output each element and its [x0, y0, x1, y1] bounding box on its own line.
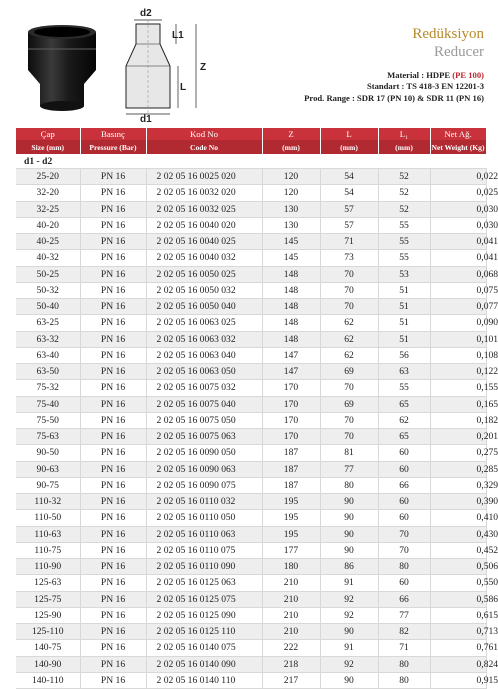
cell-size: 75-32: [16, 380, 80, 396]
cell-z: 170: [262, 412, 320, 428]
cell-z: 145: [262, 250, 320, 266]
cell-z: 180: [262, 559, 320, 575]
cell-l: 57: [320, 201, 378, 217]
cell-code: 2 02 05 16 0140 075: [146, 640, 262, 656]
cell-l: 92: [320, 591, 378, 607]
table-row: [16, 526, 486, 542]
cell-pressure: PN 16: [80, 234, 146, 250]
table-row: [16, 494, 486, 510]
cell-pressure: PN 16: [80, 477, 146, 493]
table-row: [16, 396, 486, 412]
cell-size: 125-75: [16, 591, 80, 607]
column-subheader-z: (mm): [262, 140, 320, 154]
cell-code: 2 02 05 16 0025 020: [146, 169, 262, 185]
cell-weight: 0,182: [430, 412, 486, 428]
label-l: L: [180, 82, 187, 93]
cell-pressure: PN 16: [80, 461, 146, 477]
cell-l1: 60: [378, 461, 430, 477]
cell-size: 32-20: [16, 185, 80, 201]
cell-weight: 0,068: [430, 266, 486, 282]
cell-z: 148: [262, 315, 320, 331]
cell-z: 177: [262, 542, 320, 558]
cell-z: 210: [262, 624, 320, 640]
cell-l: 91: [320, 575, 378, 591]
table-row: [16, 347, 486, 363]
cell-code: 2 02 05 16 0110 032: [146, 494, 262, 510]
cell-weight: 0,586: [430, 591, 486, 607]
cell-l: 69: [320, 364, 378, 380]
table-row: [16, 250, 486, 266]
group-row: [16, 154, 486, 169]
cell-weight: 0,022: [430, 169, 486, 185]
cell-weight: 0,430: [430, 526, 486, 542]
cell-l1: 51: [378, 315, 430, 331]
cell-l1: 80: [378, 672, 430, 688]
cell-weight: 0,075: [430, 282, 486, 298]
cell-size: 110-75: [16, 542, 80, 558]
cell-pressure: PN 16: [80, 672, 146, 688]
cell-l: 80: [320, 477, 378, 493]
table-row: [16, 445, 486, 461]
cell-z: 120: [262, 185, 320, 201]
cell-code: 2 02 05 16 0090 063: [146, 461, 262, 477]
cell-z: 170: [262, 380, 320, 396]
cell-l1: 80: [378, 559, 430, 575]
table-row: [16, 591, 486, 607]
cell-size: 40-25: [16, 234, 80, 250]
cell-z: 217: [262, 672, 320, 688]
cell-l1: 70: [378, 542, 430, 558]
table-row: [16, 640, 486, 656]
cell-size: 40-32: [16, 250, 80, 266]
title-turkish: Redüksiyon: [412, 26, 484, 42]
table-row: [16, 217, 486, 233]
cell-z: 148: [262, 299, 320, 315]
cell-pressure: PN 16: [80, 282, 146, 298]
cell-pressure: PN 16: [80, 510, 146, 526]
column-subheader-pressure: Pressure (Bar): [80, 140, 146, 154]
cell-z: 130: [262, 201, 320, 217]
cell-weight: 0,090: [430, 315, 486, 331]
cell-l1: 51: [378, 331, 430, 347]
cell-l1: 70: [378, 526, 430, 542]
cell-code: 2 02 05 16 0110 063: [146, 526, 262, 542]
cell-weight: 0,041: [430, 250, 486, 266]
cell-pressure: PN 16: [80, 266, 146, 282]
column-header-weight: Net Ağ.: [430, 128, 486, 140]
table-row: [16, 510, 486, 526]
cell-l1: 60: [378, 494, 430, 510]
material-line: [304, 70, 484, 81]
cell-l: 90: [320, 510, 378, 526]
cell-l1: 51: [378, 299, 430, 315]
cell-code: 2 02 05 16 0075 050: [146, 412, 262, 428]
table-row: [16, 559, 486, 575]
range-line: Prod. Range : SDR 17 (PN 10) & SDR 11 (PN 16): [304, 92, 484, 103]
cell-weight: 0,025: [430, 185, 486, 201]
cell-z: 147: [262, 347, 320, 363]
cell-l: 54: [320, 169, 378, 185]
cell-z: 195: [262, 510, 320, 526]
title-english: Reducer: [434, 44, 484, 60]
cell-code: 2 02 05 16 0040 020: [146, 217, 262, 233]
cell-l1: 60: [378, 510, 430, 526]
cell-l1: 66: [378, 591, 430, 607]
cell-l: 90: [320, 526, 378, 542]
cell-size: 110-90: [16, 559, 80, 575]
cell-code: 2 02 05 16 0110 050: [146, 510, 262, 526]
column-header-l: L: [320, 128, 378, 140]
label-z: Z: [200, 62, 207, 73]
cell-size: 125-63: [16, 575, 80, 591]
cell-code: 2 02 05 16 0140 090: [146, 656, 262, 672]
cell-l: 91: [320, 640, 378, 656]
header-row: [16, 128, 486, 140]
cell-size: 90-63: [16, 461, 80, 477]
cell-weight: 0,615: [430, 607, 486, 623]
cell-weight: 0,506: [430, 559, 486, 575]
cell-size: 75-40: [16, 396, 80, 412]
cell-size: 75-63: [16, 429, 80, 445]
cell-z: 130: [262, 217, 320, 233]
cell-l1: 77: [378, 607, 430, 623]
cell-z: 187: [262, 445, 320, 461]
column-subheader-l1: (mm): [378, 140, 430, 154]
cell-code: 2 02 05 16 0125 075: [146, 591, 262, 607]
cell-l: 70: [320, 282, 378, 298]
reducer-technical-drawing: [114, 4, 224, 124]
cell-pressure: PN 16: [80, 315, 146, 331]
cell-l: 62: [320, 331, 378, 347]
label-l1: L1: [172, 30, 184, 41]
cell-code: 2 02 05 16 0032 025: [146, 201, 262, 217]
cell-l1: 52: [378, 185, 430, 201]
cell-code: 2 02 05 16 0140 110: [146, 672, 262, 688]
cell-l: 92: [320, 656, 378, 672]
cell-size: 140-90: [16, 656, 80, 672]
cell-z: 147: [262, 364, 320, 380]
group-label: d1 - d2: [16, 154, 486, 169]
cell-size: 32-25: [16, 201, 80, 217]
table-row: [16, 169, 486, 185]
table-row: [16, 331, 486, 347]
cell-code: 2 02 05 16 0032 020: [146, 185, 262, 201]
cell-pressure: PN 16: [80, 201, 146, 217]
table-row: [16, 477, 486, 493]
cell-pressure: PN 16: [80, 331, 146, 347]
cell-pressure: PN 16: [80, 250, 146, 266]
table-row: [16, 542, 486, 558]
cell-size: 50-40: [16, 299, 80, 315]
table-row: [16, 266, 486, 282]
cell-z: 210: [262, 607, 320, 623]
cell-l1: 53: [378, 266, 430, 282]
cell-z: 187: [262, 477, 320, 493]
cell-l1: 55: [378, 217, 430, 233]
cell-code: 2 02 05 16 0063 025: [146, 315, 262, 331]
table-row: [16, 185, 486, 201]
cell-l: 54: [320, 185, 378, 201]
cell-size: 140-75: [16, 640, 80, 656]
cell-l: 69: [320, 396, 378, 412]
cell-pressure: PN 16: [80, 185, 146, 201]
cell-code: 2 02 05 16 0063 050: [146, 364, 262, 380]
cell-z: 120: [262, 169, 320, 185]
cell-code: 2 02 05 16 0050 040: [146, 299, 262, 315]
cell-l1: 63: [378, 364, 430, 380]
table-row: [16, 234, 486, 250]
column-header-l1: L₁: [378, 128, 430, 140]
subheader-row: [16, 140, 486, 154]
cell-pressure: PN 16: [80, 429, 146, 445]
cell-l: 90: [320, 672, 378, 688]
label-d2: d2: [140, 8, 152, 19]
cell-code: 2 02 05 16 0050 032: [146, 282, 262, 298]
cell-code: 2 02 05 16 0075 063: [146, 429, 262, 445]
cell-size: 63-50: [16, 364, 80, 380]
cell-code: 2 02 05 16 0125 090: [146, 607, 262, 623]
cell-pressure: PN 16: [80, 217, 146, 233]
spec-block: [304, 70, 484, 104]
column-header-code: Kod No: [146, 128, 262, 140]
cell-z: 218: [262, 656, 320, 672]
cell-l1: 65: [378, 396, 430, 412]
standard-line: Standart : TS 418-3 EN 12201-3: [366, 81, 484, 92]
cell-code: 2 02 05 16 0110 090: [146, 559, 262, 575]
cell-weight: 0,329: [430, 477, 486, 493]
cell-l: 71: [320, 234, 378, 250]
cell-size: 25-20: [16, 169, 80, 185]
cell-size: 125-90: [16, 607, 80, 623]
reducer-spec-table: [16, 128, 498, 689]
table-row: [16, 429, 486, 445]
column-subheader-size: Size (mm): [16, 140, 80, 154]
column-subheader-weight: Net Weight (Kg): [430, 140, 486, 154]
cell-z: 187: [262, 461, 320, 477]
cell-weight: 0,550: [430, 575, 486, 591]
cell-pressure: PN 16: [80, 364, 146, 380]
cell-z: 195: [262, 526, 320, 542]
cell-l: 92: [320, 607, 378, 623]
cell-l1: 60: [378, 445, 430, 461]
cell-code: 2 02 05 16 0125 063: [146, 575, 262, 591]
cell-weight: 0,390: [430, 494, 486, 510]
cell-pressure: PN 16: [80, 299, 146, 315]
cell-pressure: PN 16: [80, 559, 146, 575]
cell-weight: 0,030: [430, 201, 486, 217]
cell-l1: 55: [378, 250, 430, 266]
cell-z: 195: [262, 494, 320, 510]
material-grade: (PE 100): [452, 70, 484, 80]
cell-weight: 0,041: [430, 234, 486, 250]
cell-l1: 55: [378, 234, 430, 250]
cell-pressure: PN 16: [80, 412, 146, 428]
cell-pressure: PN 16: [80, 380, 146, 396]
material-label: Material : HDPE: [387, 70, 453, 80]
cell-weight: 0,452: [430, 542, 486, 558]
column-header-z: Z: [262, 128, 320, 140]
column-header-pressure: Basınç: [80, 128, 146, 140]
table-row: [16, 299, 486, 315]
cell-weight: 0,285: [430, 461, 486, 477]
table-row: [16, 672, 486, 688]
cell-size: 63-32: [16, 331, 80, 347]
cell-l: 73: [320, 250, 378, 266]
cell-size: 90-75: [16, 477, 80, 493]
cell-code: 2 02 05 16 0040 025: [146, 234, 262, 250]
cell-size: 110-50: [16, 510, 80, 526]
cell-size: 63-25: [16, 315, 80, 331]
cell-size: 110-63: [16, 526, 80, 542]
cell-l: 77: [320, 461, 378, 477]
cell-code: 2 02 05 16 0110 075: [146, 542, 262, 558]
cell-code: 2 02 05 16 0063 040: [146, 347, 262, 363]
cell-pressure: PN 16: [80, 169, 146, 185]
cell-l: 62: [320, 315, 378, 331]
cell-l1: 65: [378, 429, 430, 445]
cell-code: 2 02 05 16 0075 040: [146, 396, 262, 412]
cell-z: 170: [262, 429, 320, 445]
cell-l1: 56: [378, 347, 430, 363]
column-subheader-code: Code No: [146, 140, 262, 154]
cell-code: 2 02 05 16 0050 025: [146, 266, 262, 282]
cell-weight: 0,108: [430, 347, 486, 363]
cell-weight: 0,761: [430, 640, 486, 656]
table-row: [16, 607, 486, 623]
cell-code: 2 02 05 16 0090 050: [146, 445, 262, 461]
cell-l: 70: [320, 412, 378, 428]
cell-size: 50-32: [16, 282, 80, 298]
cell-l1: 51: [378, 282, 430, 298]
cell-code: 2 02 05 16 0075 032: [146, 380, 262, 396]
cell-weight: 0,201: [430, 429, 486, 445]
cell-weight: 0,915: [430, 672, 486, 688]
cell-l1: 82: [378, 624, 430, 640]
cell-pressure: PN 16: [80, 656, 146, 672]
table-row: [16, 412, 486, 428]
cell-l: 57: [320, 217, 378, 233]
cell-pressure: PN 16: [80, 542, 146, 558]
cell-weight: 0,030: [430, 217, 486, 233]
table-row: [16, 201, 486, 217]
cell-pressure: PN 16: [80, 591, 146, 607]
label-d1: d1: [140, 114, 152, 124]
cell-weight: 0,713: [430, 624, 486, 640]
table-row: [16, 575, 486, 591]
table-row: [16, 364, 486, 380]
table-row: [16, 380, 486, 396]
cell-code: 2 02 05 16 0125 110: [146, 624, 262, 640]
cell-l1: 52: [378, 169, 430, 185]
cell-l: 70: [320, 266, 378, 282]
cell-pressure: PN 16: [80, 494, 146, 510]
cell-size: 50-25: [16, 266, 80, 282]
cell-pressure: PN 16: [80, 445, 146, 461]
cell-l: 62: [320, 347, 378, 363]
cell-l1: 66: [378, 477, 430, 493]
cell-code: 2 02 05 16 0090 075: [146, 477, 262, 493]
cell-weight: 0,165: [430, 396, 486, 412]
cell-z: 222: [262, 640, 320, 656]
cell-size: 63-40: [16, 347, 80, 363]
cell-l: 90: [320, 542, 378, 558]
cell-weight: 0,824: [430, 656, 486, 672]
cell-z: 148: [262, 266, 320, 282]
column-header-size: Çap: [16, 128, 80, 140]
cell-weight: 0,077: [430, 299, 486, 315]
cell-weight: 0,410: [430, 510, 486, 526]
cell-code: 2 02 05 16 0063 032: [146, 331, 262, 347]
cell-size: 40-20: [16, 217, 80, 233]
cell-l1: 60: [378, 575, 430, 591]
cell-z: 210: [262, 575, 320, 591]
cell-pressure: PN 16: [80, 396, 146, 412]
cell-pressure: PN 16: [80, 575, 146, 591]
cell-l1: 71: [378, 640, 430, 656]
cell-pressure: PN 16: [80, 347, 146, 363]
table-row: [16, 282, 486, 298]
cell-size: 75-50: [16, 412, 80, 428]
cell-z: 148: [262, 331, 320, 347]
cell-weight: 0,275: [430, 445, 486, 461]
cell-l1: 55: [378, 380, 430, 396]
cell-l: 86: [320, 559, 378, 575]
cell-weight: 0,122: [430, 364, 486, 380]
cell-size: 125-110: [16, 624, 80, 640]
cell-pressure: PN 16: [80, 607, 146, 623]
cell-l1: 62: [378, 412, 430, 428]
cell-pressure: PN 16: [80, 624, 146, 640]
table-row: [16, 624, 486, 640]
table-row: [16, 656, 486, 672]
cell-size: 140-110: [16, 672, 80, 688]
cell-l: 81: [320, 445, 378, 461]
cell-z: 170: [262, 396, 320, 412]
cell-pressure: PN 16: [80, 640, 146, 656]
cell-weight: 0,155: [430, 380, 486, 396]
cell-l1: 80: [378, 656, 430, 672]
cell-z: 148: [262, 282, 320, 298]
cell-size: 90-50: [16, 445, 80, 461]
cell-z: 145: [262, 234, 320, 250]
column-subheader-l: (mm): [320, 140, 378, 154]
cell-l: 70: [320, 299, 378, 315]
table-row: [16, 315, 486, 331]
cell-size: 110-32: [16, 494, 80, 510]
cell-code: 2 02 05 16 0040 032: [146, 250, 262, 266]
cell-l: 90: [320, 494, 378, 510]
cell-z: 210: [262, 591, 320, 607]
cell-l: 70: [320, 380, 378, 396]
reducer-photo: [20, 22, 104, 114]
cell-pressure: PN 16: [80, 526, 146, 542]
cell-l: 90: [320, 624, 378, 640]
cell-l: 70: [320, 429, 378, 445]
cell-weight: 0,101: [430, 331, 486, 347]
table-row: [16, 461, 486, 477]
cell-l1: 52: [378, 201, 430, 217]
